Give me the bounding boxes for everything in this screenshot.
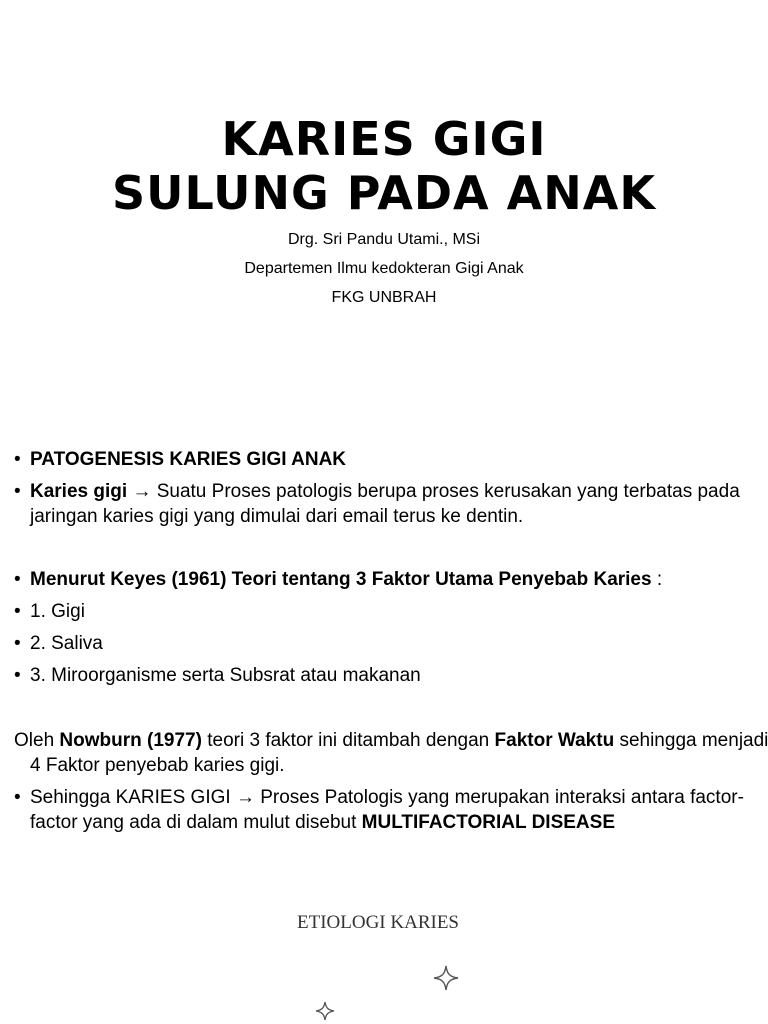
title-line-1: KARIES GIGI (221, 112, 547, 166)
faktor-waktu: Faktor Waktu (494, 730, 615, 751)
list-item-keyes (14, 567, 754, 592)
author-faculty: FKG UNBRAH (331, 289, 437, 306)
bullet-icon: • (14, 633, 21, 654)
arrow-right-icon: → (132, 481, 152, 502)
arrow-right-icon: → (235, 787, 255, 808)
definition-text: Suatu Proses patologis berupa proses kerusakan yang terbatas pada jaringan karies gigi yang dimulai dari email terus ke dentin. (30, 481, 740, 527)
bullet-icon: • (14, 787, 21, 808)
sparkle-icon (432, 964, 460, 992)
text-run: sehingga menjadi 4 Faktor penyebab karies gigi. (30, 730, 768, 776)
bullet-icon: • (14, 569, 21, 590)
keyes-suffix: : (651, 569, 663, 590)
list-item-factor (14, 631, 754, 656)
bullet-icon: • (14, 481, 21, 502)
nowburn-paragraph (14, 728, 768, 778)
factor-text: 3. Miroorganisme serta Subsrat atau makanan (30, 665, 421, 686)
multifactorial-disease: MULTIFACTORIAL DISEASE (361, 812, 615, 833)
list-item-definition (14, 479, 754, 529)
bullet-icon: • (14, 665, 21, 686)
title-line-2: SULUNG PADA ANAK (111, 166, 656, 220)
sparkle-icon (314, 1000, 336, 1022)
list-item-conclusion (14, 785, 754, 835)
text-run: Proses Patologis yang merupakan interaksi antara factor-factor yang ada di dalam mulut disebut (30, 787, 744, 833)
factor-text: 1. Gigi (30, 601, 85, 622)
text-run: teori 3 faktor ini ditambah dengan (201, 730, 495, 751)
bullet-icon: • (14, 601, 21, 622)
text-run: Sehingga KARIES GIGI (30, 787, 236, 808)
list-item-heading (14, 447, 754, 472)
bullet-icon: • (14, 449, 21, 470)
keyes-theory: Menurut Keyes (1961) Teori tentang 3 Faktor Utama Penyebab Karies (30, 569, 652, 590)
list-item-factor (14, 663, 754, 688)
definition-term: Karies gigi (30, 481, 128, 502)
author-name: Drg. Sri Pandu Utami., MSi (287, 231, 481, 248)
nowburn-citation: Nowburn (1977) (59, 730, 202, 751)
page-title (0, 112, 768, 220)
author-department: Departemen Ilmu kedokteran Gigi Anak (244, 260, 524, 277)
text-run: Oleh (14, 730, 60, 751)
list-item-factor (14, 599, 754, 624)
factor-text: 2. Saliva (30, 633, 103, 654)
section-heading: PATOGENESIS KARIES GIGI ANAK (30, 449, 347, 470)
etiologi-label: ETIOLOGI KARIES (296, 912, 459, 933)
